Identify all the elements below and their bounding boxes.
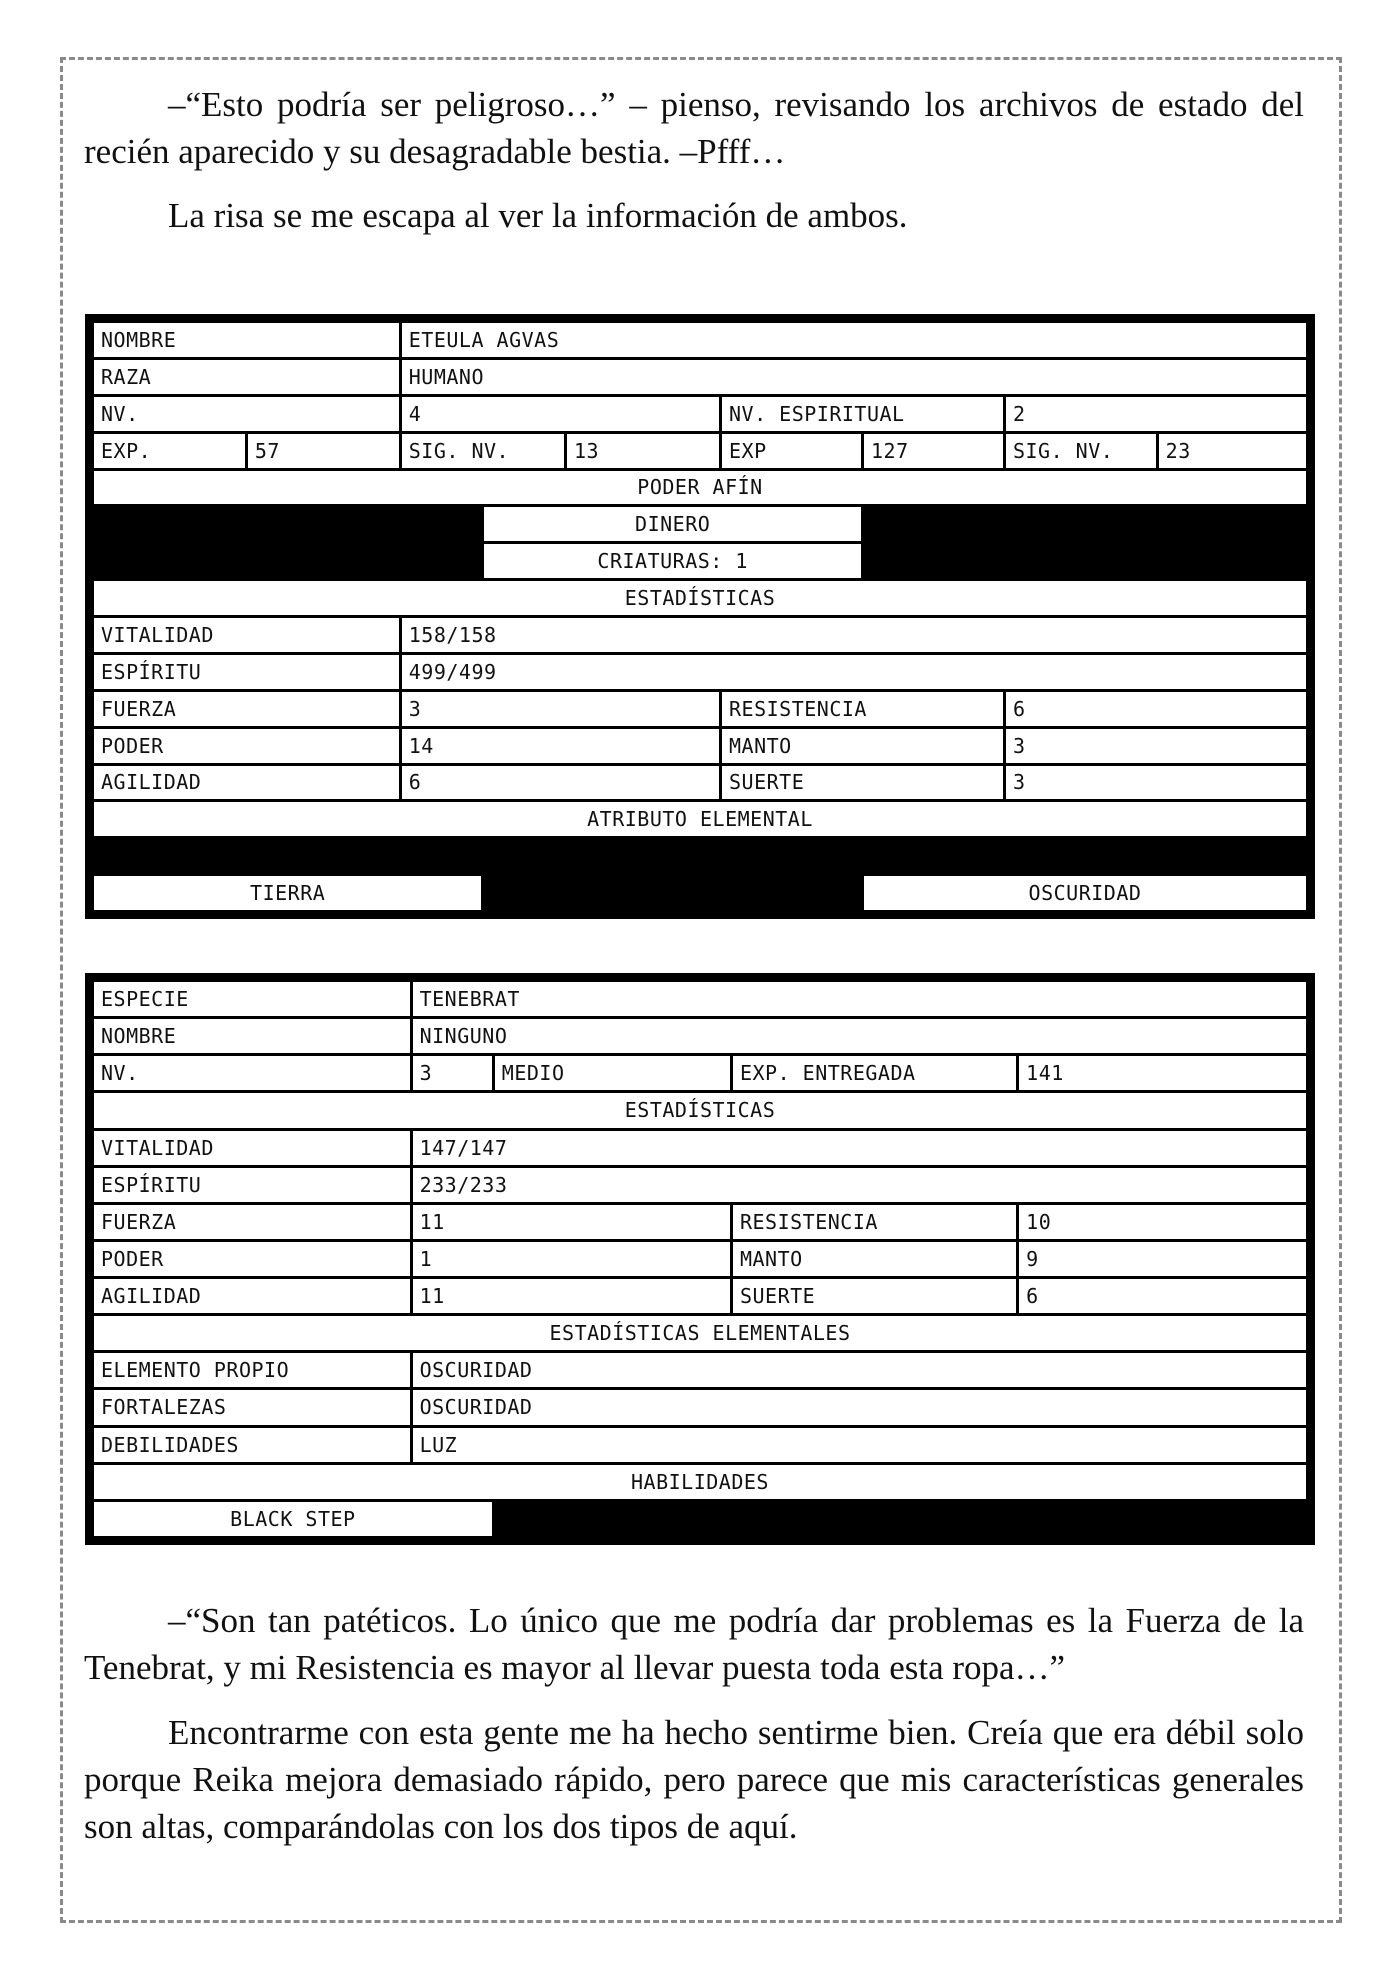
blacked-cell xyxy=(1019,1502,1306,1536)
fuerza-label: FUERZA xyxy=(94,1205,410,1239)
suerte-value: 3 xyxy=(1006,766,1306,800)
exp-entregada-label: EXP. ENTREGADA xyxy=(733,1056,1016,1090)
nv-espiritual-value: 2 xyxy=(1006,397,1306,431)
resistencia-label: RESISTENCIA xyxy=(722,692,1003,726)
poder-value: 14 xyxy=(402,729,719,763)
blacked-cell xyxy=(864,544,1306,578)
paragraph-laugh: La risa se me escapa al ver la información de ambos. xyxy=(168,196,908,235)
manto-value: 3 xyxy=(1006,729,1306,763)
atributo-elemental-header: ATRIBUTO ELEMENTAL xyxy=(94,802,1306,836)
fuerza-value: 3 xyxy=(402,692,719,726)
dinero-label: DINERO xyxy=(484,507,861,541)
resistencia-label: RESISTENCIA xyxy=(733,1205,1016,1239)
exp-value: 57 xyxy=(248,434,399,468)
habilidades-header: HABILIDADES xyxy=(94,1465,1306,1499)
agilidad-value: 6 xyxy=(402,766,719,800)
exp-spirit-label: EXP xyxy=(722,434,861,468)
suerte-label: SUERTE xyxy=(733,1279,1016,1313)
fuerza-value: 11 xyxy=(413,1205,730,1239)
vitalidad-value: 147/147 xyxy=(413,1131,1306,1165)
blacked-cell xyxy=(94,839,481,873)
elemento-propio-value: OSCURIDAD xyxy=(413,1353,1306,1387)
blacked-cell xyxy=(484,839,861,873)
nv-espiritual-label: NV. ESPIRITUAL xyxy=(722,397,1003,431)
blacked-cell xyxy=(864,839,1306,873)
espiritu-label: ESPÍRITU xyxy=(94,655,399,689)
suerte-label: SUERTE xyxy=(722,766,1003,800)
estadisticas-elementales-header: ESTADÍSTICAS ELEMENTALES xyxy=(94,1316,1306,1350)
nombre-value: NINGUNO xyxy=(413,1019,1306,1053)
player-status-card xyxy=(85,314,1315,919)
estadisticas-header: ESTADÍSTICAS xyxy=(94,581,1306,615)
exp-label: EXP. xyxy=(94,434,245,468)
nombre-label: NOMBRE xyxy=(94,1019,410,1053)
raza-value: HUMANO xyxy=(402,360,1306,394)
criaturas-label: CRIATURAS: 1 xyxy=(484,544,861,578)
vitalidad-label: VITALIDAD xyxy=(94,618,399,652)
sig-nv-spirit-label: SIG. NV. xyxy=(1006,434,1156,468)
debilidades-label: DEBILIDADES xyxy=(94,1428,410,1462)
nv-label: NV. xyxy=(94,1056,410,1090)
agilidad-value: 11 xyxy=(413,1279,730,1313)
fortalezas-value: OSCURIDAD xyxy=(413,1390,1306,1424)
elemento-propio-label: ELEMENTO PROPIO xyxy=(94,1353,410,1387)
fortalezas-label: FORTALEZAS xyxy=(94,1390,410,1424)
vitalidad-value: 158/158 xyxy=(402,618,1306,652)
element-tierra: TIERRA xyxy=(94,876,481,910)
manto-value: 9 xyxy=(1019,1242,1306,1276)
sig-nv-spirit-value: 23 xyxy=(1159,434,1306,468)
estadisticas-header: ESTADÍSTICAS xyxy=(94,1093,1306,1127)
skill-black-step: BLACK STEP xyxy=(94,1502,492,1536)
resistencia-value: 6 xyxy=(1006,692,1306,726)
vitalidad-label: VITALIDAD xyxy=(94,1131,410,1165)
fuerza-label: FUERZA xyxy=(94,692,399,726)
paragraph-intro: –“Esto podría ser peligroso…” – pienso, revisando los archivos de estado del recién aparecido y su desagradable bestia. –Pfff… xyxy=(84,85,1304,171)
espiritu-label: ESPÍRITU xyxy=(94,1168,410,1202)
poder-label: PODER xyxy=(94,1242,410,1276)
exp-spirit-value: 127 xyxy=(864,434,1003,468)
espiritu-value: 499/499 xyxy=(402,655,1306,689)
nv-label: NV. xyxy=(94,397,399,431)
especie-value: TENEBRAT xyxy=(413,982,1306,1016)
sig-nv-value: 13 xyxy=(567,434,719,468)
blacked-cell xyxy=(94,507,481,541)
rango-value: MEDIO xyxy=(495,1056,730,1090)
nombre-label: NOMBRE xyxy=(94,323,399,357)
nv-value: 4 xyxy=(402,397,719,431)
blacked-cell xyxy=(495,1502,1016,1536)
nv-value: 3 xyxy=(413,1056,492,1090)
paragraph-conclusion: Encontrarme con esta gente me ha hecho sentirme bien. Creía que era débil solo porque Reika mejora demasiado rápido, pero parece que mis características generales son altas, comparándolas con los dos tipos de aquí. xyxy=(84,1713,1304,1846)
blacked-cell xyxy=(94,544,481,578)
poder-afin-header: PODER AFÍN xyxy=(94,471,1306,505)
creature-status-card xyxy=(85,973,1315,1545)
debilidades-value: LUZ xyxy=(413,1428,1306,1462)
raza-label: RAZA xyxy=(94,360,399,394)
exp-entregada-value: 141 xyxy=(1019,1056,1306,1090)
manto-label: MANTO xyxy=(733,1242,1016,1276)
especie-label: ESPECIE xyxy=(94,982,410,1016)
blacked-cell xyxy=(484,876,861,910)
manto-label: MANTO xyxy=(722,729,1003,763)
espiritu-value: 233/233 xyxy=(413,1168,1306,1202)
poder-value: 1 xyxy=(413,1242,730,1276)
blacked-cell xyxy=(864,507,1306,541)
paragraph-pateticos: –“Son tan patéticos. Lo único que me podría dar problemas es la Fuerza de la Tenebrat, y mi Resistencia es mayor al llevar puesta toda esta ropa…” xyxy=(84,1601,1304,1687)
resistencia-value: 10 xyxy=(1019,1205,1306,1239)
suerte-value: 6 xyxy=(1019,1279,1306,1313)
element-oscuridad: OSCURIDAD xyxy=(864,876,1306,910)
poder-label: PODER xyxy=(94,729,399,763)
nombre-value: ETEULA AGVAS xyxy=(402,323,1306,357)
sig-nv-label: SIG. NV. xyxy=(402,434,564,468)
agilidad-label: AGILIDAD xyxy=(94,1279,410,1313)
agilidad-label: AGILIDAD xyxy=(94,766,399,800)
